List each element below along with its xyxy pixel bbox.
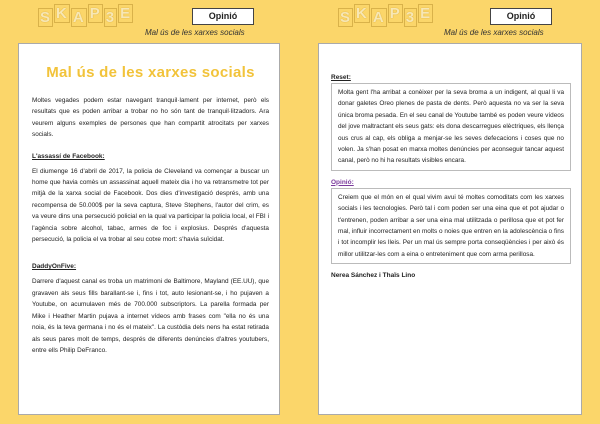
logo-letter: P	[89, 5, 101, 22]
logo-letter: A	[372, 9, 385, 26]
signature: Nerea Sánchez i Thaïs Lino	[331, 272, 416, 280]
page-title: Mal ús de les xarxes socials	[46, 64, 255, 81]
logo-letter: S	[40, 9, 52, 26]
section-text-daddyonfive: Darrere d'aquest canal es troba un matrimoni de Baltimore, Mayland (EE.UU), que gravaven als seus fills barallant-se i, fins i tot, auto lesionant-se, i ho pujaven a Youtube, on acumulaven més de 700.000 subscriptors. La parella formada per Mike i Heather Martin pujava a internet vídeos amb frases com "ella no és una noia, és la teva germana i no és el mateix". La custòdia dels nens ha estat retirada als seus pares molt de temps, després de diferents denúncies d'altres youtubers, entre ells Philip DeFranco.	[32, 278, 269, 354]
section-text-opinion: Creiem que el món en el qual vivim avui té moltes comoditats com les xarxes socials i les tecnologies. Però tal i com poden ser una eina que et pot ajudar o t'entrenen, poden arribar a ser una eina mal utilitzada o perillosa que et pot fer mal, influir incorrectament en molts o noies que entren en la adolescència o fins i tot incomplir les lleis. Per un mal ús sempre porta conseqüències i per això és millor utilitzar-les com a eina o entreteniment que com arma perillosa.	[338, 193, 564, 258]
section-heading-facebook: L'assassí de Facebook:	[32, 152, 105, 160]
logo	[38, 5, 134, 27]
logo-letter: K	[356, 5, 368, 22]
section-heading-reset: Reset:	[331, 74, 351, 81]
logo-letter: E	[420, 5, 432, 22]
logo-letter: 3	[105, 9, 116, 26]
opinion-box	[331, 188, 571, 264]
intro-paragraph: Moltes vegades podem estar navegant tranquil·lament per internet, però els resultats que es poden arribar a trobar no ho són tant de tranquil·litzadors. Ara veurem alguns exemples de persones que han compartit atrocitats per xarxes socials.	[32, 97, 269, 139]
section-text-reset: Molta gent l'ha arribat a conèixer per la seva broma a un indigent, al qual li va donar galetes Oreo plenes de pasta de dents. Però aquesta no va ser la seva única broma pesada. En el seu canal de Youtube també es poden veure vídeos del jove maltractant els seus gats: els dona descarregues elèctriques, els llença ous crus al cap, els obliga a menjar-se les seves defecacions i coses que no volen. Ja s'han posat en marxa moltes denúncies per aconseguir tancar aquest canal, però no hi ha resultats visibles encara.	[338, 89, 564, 165]
section-text-facebook: El diumenge 16 d'abril de 2017, la policia de Cleveland va començar a buscar un home que havia comès un assassinat aquell mateix dia i ho va retransmetre tot per mitjà de la xarxa social de Facebook. Dos dies d'investigació després, amb una recompensa de 50.000$ per la seva captura, Steve Stephens, l'autor del crim, es va veure dins una persecució policial en la qual va participar la policia local, el FBI i l'agència sobre alcohol, tabac, armes de foc i explosius. Després d'aquesta persecució, la policia el va trobar al seu cotxe mort: s'havia suïcidat.	[32, 167, 269, 244]
section-badge: Opinió	[192, 8, 254, 25]
reset-box	[331, 83, 571, 171]
page-left	[18, 43, 280, 415]
logo	[338, 5, 434, 27]
page-right	[318, 43, 582, 415]
section-heading-opinion: Opinió:	[331, 178, 354, 186]
logo-letter: E	[120, 5, 132, 22]
section-badge: Opinió	[490, 8, 552, 25]
logo-letter: P	[389, 5, 401, 22]
section-heading-daddyonfive: DaddyOnFive:	[32, 263, 77, 271]
header-subtitle: Mal ús de les xarxes socials	[444, 28, 544, 37]
logo-letter: 3	[405, 9, 416, 26]
header-subtitle: Mal ús de les xarxes socials	[145, 28, 245, 37]
logo-letter: S	[340, 9, 352, 26]
logo-letter: A	[72, 9, 85, 26]
logo-letter: K	[56, 5, 68, 22]
